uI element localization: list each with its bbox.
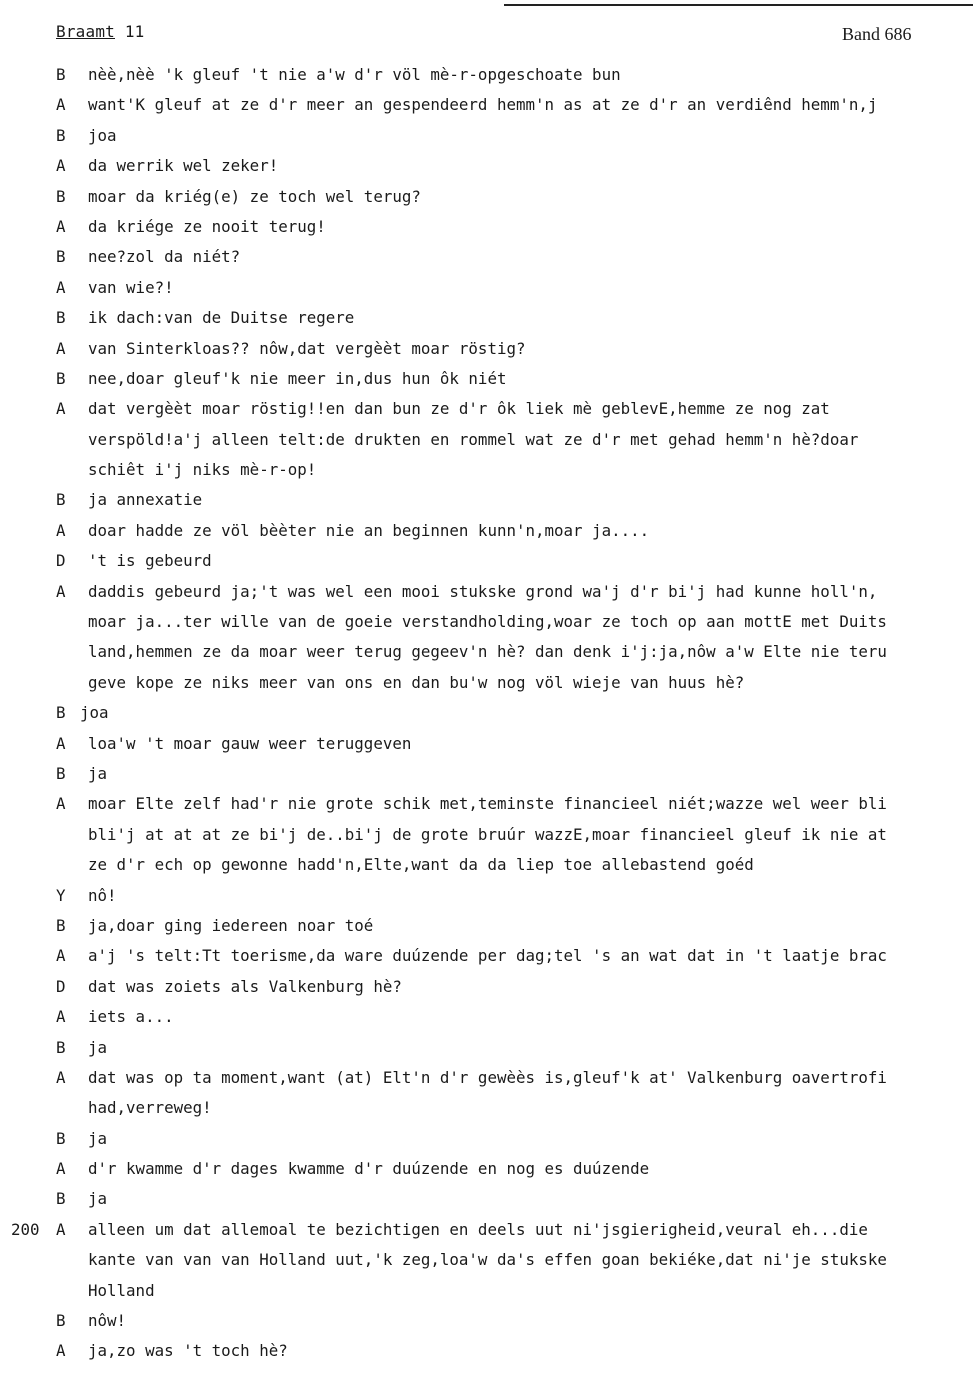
utterance-text: ze d'r ech op gewonne hadd'n,Elte,want da da liep toe allebastend goéd [88, 855, 754, 875]
utterance-text: verspöld!a'j alleen telt:de drukten en rommel wat ze d'r met gehad hemm'n hè?doar [88, 429, 859, 449]
transcript-line [0, 212, 973, 242]
utterance-text: iets a... [88, 1007, 174, 1027]
transcript-line [0, 759, 973, 789]
transcript-line [0, 789, 973, 819]
utterance-text: joa [80, 703, 109, 723]
utterance-text: alleen um dat allemoal te bezichtigen en deels uut ni'jsgierigheid,veural eh...die [88, 1219, 868, 1239]
transcript-line [0, 850, 973, 880]
utterance-text: doar hadde ze völ bèèter nie an beginnen kunn'n,moar ja.... [88, 520, 650, 540]
utterance-text: 't is gebeurd [88, 551, 212, 571]
utterance-text: moar da kriég(e) ze toch wel terug? [88, 186, 421, 206]
utterance-text: ja [88, 1189, 108, 1209]
transcript-line [0, 1336, 973, 1366]
speaker-label: B [56, 1189, 66, 1209]
transcript-line [0, 637, 973, 667]
transcript-line [0, 729, 973, 759]
speaker-label: A [56, 277, 66, 297]
transcript-line [0, 121, 973, 151]
transcript-line [0, 90, 973, 120]
transcript-line [0, 1124, 973, 1154]
transcript-line [0, 820, 973, 850]
utterance-text: d'r kwamme d'r dages kwamme d'r duúzende en nog es duúzende [88, 1159, 650, 1179]
utterance-text: kante van van van Holland uut,'k zeg,loa'w da's effen goan bekiéke,dat ni'je stukske [88, 1250, 887, 1270]
utterance-text: van Sinterkloas?? nôw,dat vergèèt moar röstig? [88, 338, 526, 358]
speaker-label: A [56, 794, 66, 814]
utterance-text: bli'j at at at ze bi'j de..bi'j de grote bruúr wazzE,moar financieel gleuf ik nie at [88, 824, 887, 844]
transcript-line [0, 607, 973, 637]
speaker-label: A [56, 946, 66, 966]
transcript-line [0, 941, 973, 971]
utterance-text: ik dach:van de Duitse regere [88, 308, 355, 328]
top-rule [504, 4, 973, 6]
utterance-text: ja,doar ging iedereen noar toé [88, 915, 374, 935]
speaker-label: A [56, 1067, 66, 1087]
speaker-label: Y [56, 885, 66, 905]
tape-number: Band 686 [842, 24, 912, 44]
speaker-label: A [56, 1007, 66, 1027]
speaker-label: A [56, 581, 66, 601]
speaker-label: B [56, 490, 66, 510]
transcript-line [0, 485, 973, 515]
transcript-line [0, 516, 973, 546]
utterance-text: want'K gleuf at ze d'r meer an gespendeerd hemm'n as at ze d'r an verdiênd hemm'n,j [88, 95, 878, 115]
speaker-label: D [56, 551, 66, 571]
speaker-label: A [56, 1219, 66, 1239]
utterance-text: loa'w 't moar gauw weer teruggeven [88, 733, 412, 753]
speaker-label: A [56, 338, 66, 358]
transcript-line [0, 1215, 973, 1245]
transcript-line [0, 364, 973, 394]
transcript-line [0, 1154, 973, 1184]
speaker-label: A [56, 1341, 66, 1361]
utterance-text: dat vergèèt moar röstig!!en dan bun ze d'r ôk liek mè geblevE,hemme ze nog zat [88, 399, 830, 419]
line-number: 200 [11, 1219, 40, 1239]
speaker-label: B [56, 1037, 66, 1057]
speaker-label: A [56, 520, 66, 540]
utterance-text: van wie?! [88, 277, 174, 297]
utterance-text: land,hemmen ze da moar weer terug gegeev'n hè? dan denk i'j:ja,nôw a'w Elte nie teru [88, 642, 887, 662]
speaker-label: B [56, 1311, 66, 1331]
utterance-text: dat was zoiets als Valkenburg hè? [88, 976, 402, 996]
transcript-line [0, 60, 973, 90]
speaker-label: B [56, 125, 66, 145]
utterance-text: daddis gebeurd ja;'t was wel een mooi stukske grond wa'j d'r bi'j had kunne holl'n, [88, 581, 878, 601]
utterance-text: ja [88, 763, 108, 783]
utterance-text: schiêt i'j niks mè-r-op! [88, 460, 317, 480]
transcript-line [0, 668, 973, 698]
transcript-line [0, 698, 973, 728]
utterance-text: dat was op ta moment,want (at) Elt'n d'r gewèès is,gleuf'k at' Valkenburg oavertrofi [88, 1067, 887, 1087]
transcript-line [0, 577, 973, 607]
speaker-label: B [56, 763, 66, 783]
transcript-line [0, 546, 973, 576]
utterance-text: nèè,nèè 'k gleuf 't nie a'w d'r völ mè-r-opgeschoate bun [88, 65, 621, 84]
transcript-line [0, 394, 973, 424]
utterance-text: geve kope ze niks meer van ons en dan bu'w nog völ wieje van huus hè? [88, 672, 745, 692]
transcript-line [0, 334, 973, 364]
transcript-line [0, 1002, 973, 1032]
transcript-line [0, 911, 973, 941]
utterance-text: moar ja...ter wille van de goeie verstandholding,woar ze toch op aan mottE met Duits [88, 612, 887, 632]
utterance-text: had,verreweg! [88, 1098, 212, 1118]
utterance-text: nôw! [88, 1311, 127, 1331]
transcript-line [0, 151, 973, 181]
speaker-label: A [56, 156, 66, 176]
transcript-line [0, 1093, 973, 1123]
utterance-text: a'j 's telt:Tt toerisme,da ware duúzende per dag;tel 's an wat dat in 't laatje brac [88, 946, 887, 966]
transcript-line [0, 242, 973, 272]
transcript-line [0, 425, 973, 455]
speaker-label: A [56, 1159, 66, 1179]
utterance-text: da werrik wel zeker! [88, 156, 279, 176]
speaker-label: A [56, 399, 66, 419]
utterance-text: joa [88, 125, 117, 145]
transcript-line [0, 972, 973, 1002]
page-header-left [56, 22, 145, 41]
transcript-line [0, 1276, 973, 1306]
speaker-label: B [56, 915, 66, 935]
utterance-text: ja [88, 1037, 108, 1057]
utterance-text: da kriége ze nooit terug! [88, 216, 326, 236]
utterance-text: nô! [88, 885, 117, 905]
transcript-line [0, 182, 973, 212]
utterance-text: ja annexatie [88, 490, 203, 510]
speaker-label: B [56, 703, 66, 723]
transcript-line [0, 1245, 973, 1275]
transcript-line [0, 1033, 973, 1063]
interview-location: Braamt [56, 22, 115, 41]
speaker-label: B [56, 368, 66, 388]
speaker-label: B [56, 247, 66, 267]
page-number: 11 [124, 22, 145, 41]
speaker-label: A [56, 733, 66, 753]
utterance-text: ja,zo was 't toch hè? [88, 1341, 288, 1361]
utterance-text: nee,doar gleuf'k nie meer in,dus hun ôk niét [88, 368, 507, 388]
transcript-line [0, 1306, 973, 1336]
speaker-label: A [56, 95, 66, 115]
transcript-line [0, 881, 973, 911]
speaker-label: A [56, 216, 66, 236]
speaker-label: B [56, 308, 66, 328]
utterance-text: Holland [88, 1280, 155, 1300]
transcript-line [0, 455, 973, 485]
transcript-line [0, 1063, 973, 1093]
utterance-text: nee?zol da niét? [88, 247, 241, 267]
speaker-label: D [56, 976, 66, 996]
utterance-text: ja [88, 1128, 108, 1148]
utterance-text: moar Elte zelf had'r nie grote schik met,teminste financieel niét;wazze wel weer bli [88, 794, 887, 814]
transcript-line [0, 1184, 973, 1214]
speaker-label: B [56, 1128, 66, 1148]
transcript-line [0, 303, 973, 333]
transcript [0, 60, 973, 1367]
speaker-label: B [56, 186, 66, 206]
speaker-label: B [56, 65, 66, 84]
transcript-line [0, 273, 973, 303]
